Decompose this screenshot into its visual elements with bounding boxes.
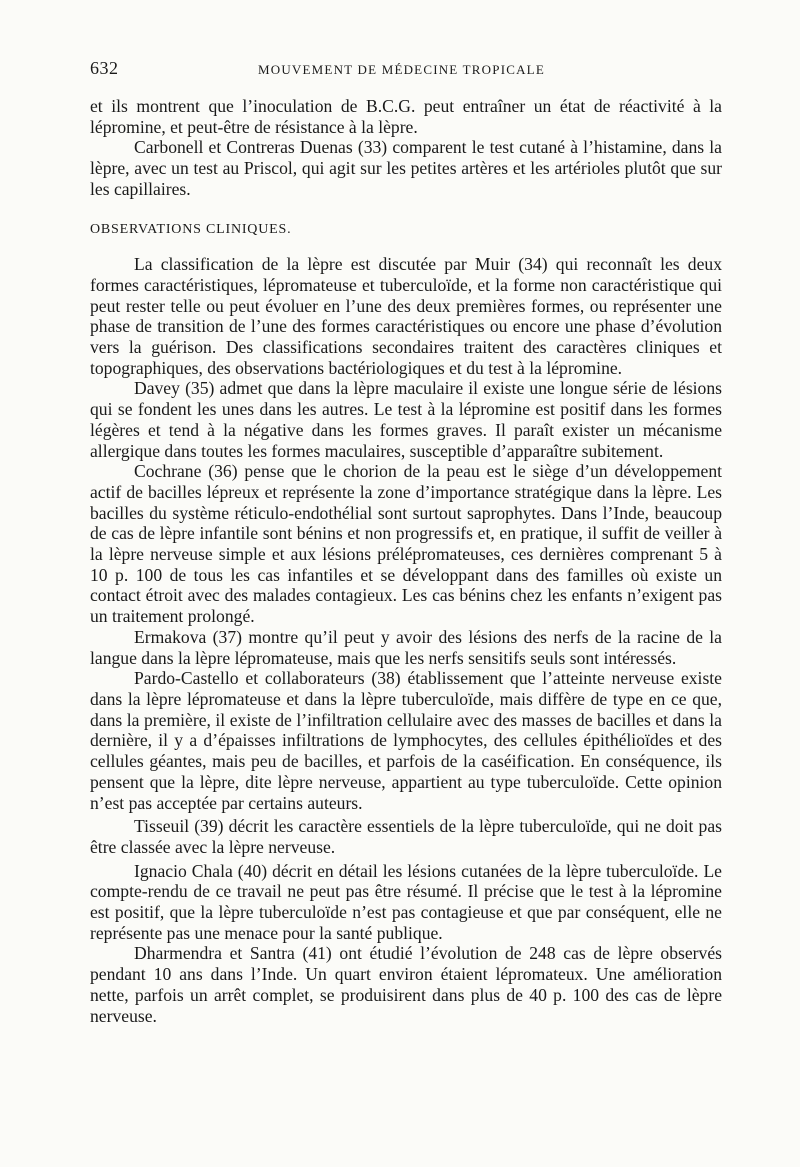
paragraph: Cochrane (36) pense que le chorion de la peau est le siège d’un développement actif de bacilles lépreux et représente la zone d’importance stratégique dans la lèpre. Les bacilles du système réticulo-endothélial sont surtout saprophytes. Dans l’Inde, beaucoup de cas de lèpre infantile sont bénins et non progressifs et, en pratique, il suffit de veiller à la lèpre nerveuse simple et aux lésions prélépromateuses, ces dernières comprenant 5 à 10 p. 100 de tous les cas infantiles et se développant dans des familles où existe un contact étroit avec des malades contagieux. Les cas bénins chez les enfants n’exigent pas un traitement prolongé. [90, 461, 722, 627]
paragraph: Tisseuil (39) décrit les caractère essentiels de la lèpre tuberculoïde, qui ne doit pas être classée avec la lèpre nerveuse. [90, 816, 722, 857]
body-text [90, 96, 722, 1026]
paragraph: Pardo-Castello et collaborateurs (38) établissement que l’atteinte nerveuse existe dans la lèpre lépromateuse et dans la lèpre tuberculoïde, mais diffère de type en ce que, dans la première, il existe de l’infiltration cellulaire avec des masses de bacilles et dans la dernière, il y a d’épaisses infiltrations de lymphocytes, des cellules épithélioïdes et des cellules géantes, mais peu de bacilles, et parfois de la caséification. En conséquence, ils pensent que la lèpre, dite lèpre nerveuse, appartient au type tuberculoïde. Cette opinion n’est pas acceptée par certains auteurs. [90, 668, 722, 813]
section-heading: OBSERVATIONS CLINIQUES. [90, 221, 292, 237]
paragraph: Davey (35) admet que dans la lèpre maculaire il existe une longue série de lésions qui se fondent les unes dans les autres. Le test à la lépromine est positif dans les formes légères et tend à la négative dans les formes graves. Il paraît exister un mécanisme allergique dans toutes les formes maculaires, susceptible d’apparaître subitement. [90, 378, 722, 461]
page-header [90, 58, 730, 82]
paragraph: Dharmendra et Santra (41) ont étudié l’évolution de 248 cas de lèpre observés pendant 10 ans dans l’Inde. Un quart environ étaient lépromateux. Une amélioration nette, parfois un arrêt complet, se produisirent dans plus de 40 p. 100 des cas de lèpre nerveuse. [90, 943, 722, 1026]
page-number: 632 [90, 58, 119, 78]
running-head: MOUVEMENT DE MÉDECINE TROPICALE [258, 62, 545, 77]
paragraph: Ignacio Chala (40) décrit en détail les lésions cutanées de la lèpre tuberculoïde. Le compte-rendu de ce travail ne peut pas être résumé. Il précise que le test à la lépromine est positif, que la lèpre tuberculoïde n’est pas contagieuse et que par conséquent, elle ne représente pas une menace pour la santé publique. [90, 860, 722, 943]
paragraph: Carbonell et Contreras Duenas (33) comparent le test cutané à l’histamine, dans la lèpre, avec un test au Priscol, qui agit sur les petites artères et les artérioles plutôt que sur les capillaires. [90, 137, 722, 199]
paragraph: La classification de la lèpre est discutée par Muir (34) qui reconnaît les deux formes caractéristiques, lépromateuse et tuberculoïde, et la forme non caractéristique qui peut rester telle ou peut évoluer en l’une des deux premières formes, ou représenter une phase de transition de l’une des formes caractéristiques ou encore une phase d’évolution vers la guérison. Des classifications secondaires traitent des caractères cliniques et topographiques, des observations bactériologiques et du test à la lépromine. [90, 254, 722, 378]
paragraph: et ils montrent que l’inoculation de B.C.G. peut entraîner un état de réactivité à la lépromine, et peut-être de résistance à la lèpre. [90, 96, 722, 137]
paragraph: Ermakova (37) montre qu’il peut y avoir des lésions des nerfs de la racine de la langue dans la lèpre lépromateuse, mais que les nerfs sensitifs seuls sont intéressés. [90, 626, 722, 668]
